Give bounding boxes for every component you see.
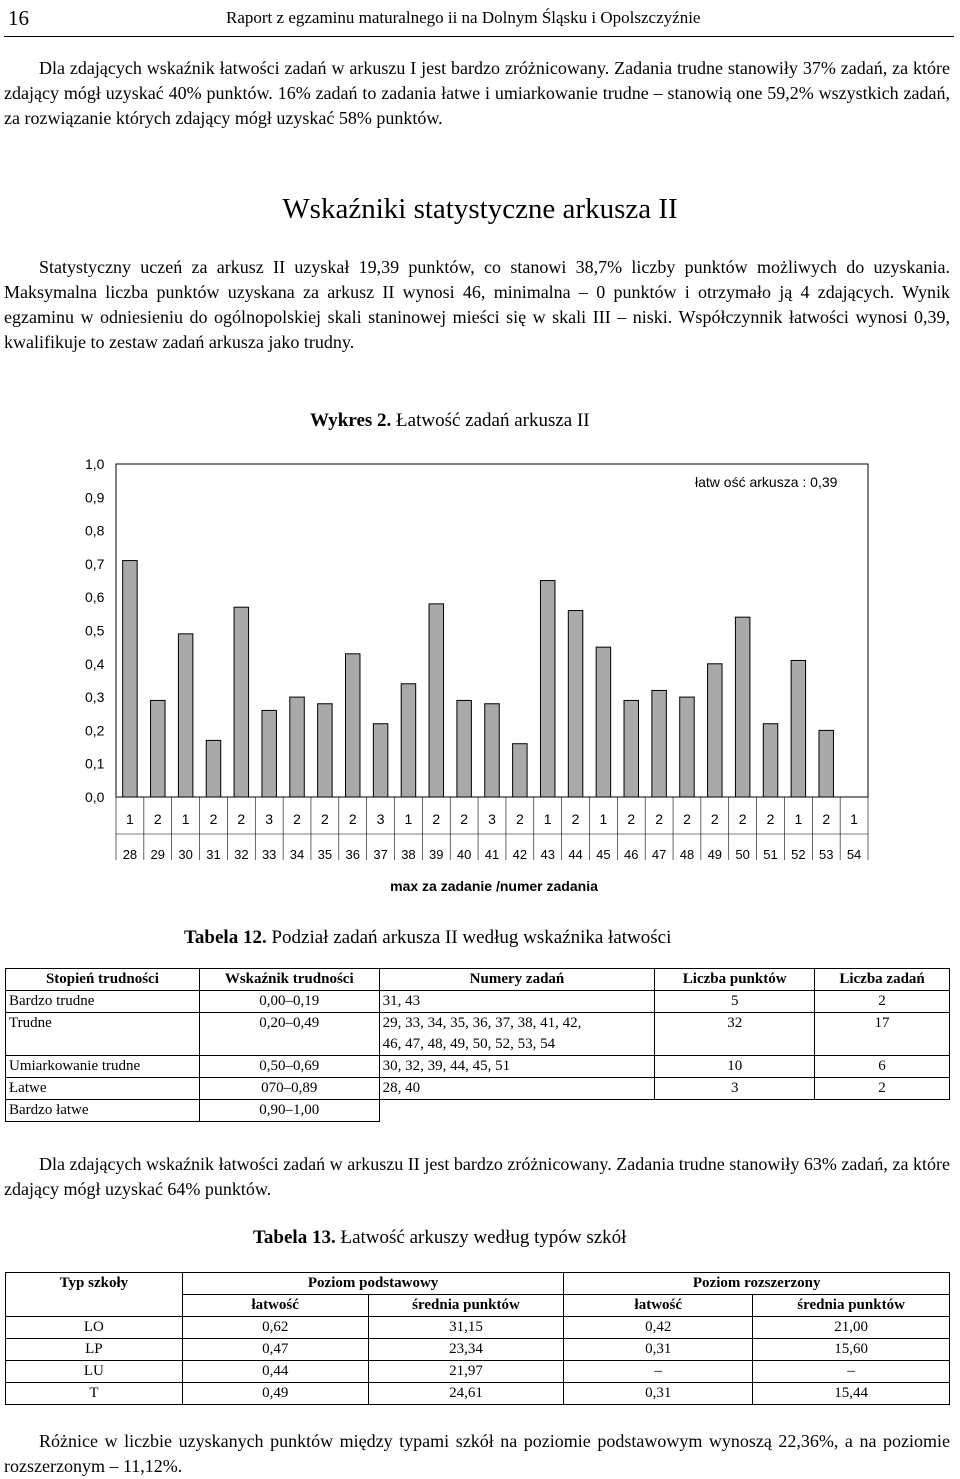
chart-bar — [178, 634, 192, 797]
table12-header: Wskaźnik trudności — [199, 969, 379, 991]
chart-max-points-label: 2 — [738, 811, 747, 827]
chart-max-points-label: 3 — [376, 811, 385, 827]
chart-caption — [310, 410, 590, 432]
table-row — [6, 1056, 950, 1078]
section-title: Wskaźniki statystyczne arkusza II — [282, 193, 678, 225]
chart-max-points-label: 2 — [209, 811, 218, 827]
table-cell — [655, 1100, 815, 1122]
chart-y-tick-label: 0,0 — [85, 789, 105, 805]
running-title: Raport z egzaminu maturalnego ii na Dolnym Śląsku i Opolszczyźnie — [226, 8, 701, 27]
table-row — [6, 1339, 950, 1361]
chart-max-points-label: 1 — [126, 811, 134, 827]
chart-bar — [457, 700, 471, 797]
table13-header: Poziom rozszerzony — [564, 1273, 950, 1295]
chart-annotation: łatw ość arkusza : 0,39 — [695, 474, 838, 490]
chart-task-number-label: 44 — [568, 847, 583, 862]
table-cell: LU — [6, 1361, 183, 1383]
chart-bar — [262, 710, 276, 797]
chart-task-number-label: 35 — [317, 847, 333, 862]
chart-max-points-label: 2 — [293, 811, 301, 827]
chart-y-tick-label: 0,3 — [85, 689, 105, 706]
paragraph-school-differences: Różnice w liczbie uzyskanych punktów między typami szkół na poziomie podstawowym wynoszą 22,36%, a na poziomie rozszerzonym – 11,12%. — [4, 1431, 950, 1476]
chart-bar — [680, 697, 694, 797]
chart-bar — [234, 607, 248, 797]
chart-bar — [290, 697, 304, 797]
table12-header: Liczba punktów — [655, 969, 815, 991]
table-cell: 0,31 — [564, 1383, 753, 1405]
chart-bar — [485, 704, 499, 797]
chart-task-number-label: 53 — [818, 847, 834, 862]
table-row — [6, 1317, 950, 1339]
chart-max-points-label: 2 — [571, 811, 580, 827]
table-cell: – — [753, 1361, 950, 1383]
table-cell: 0,31 — [564, 1339, 753, 1361]
table12-caption-label: Tabela 12. — [184, 927, 267, 948]
chart-y-tick-label: 0,8 — [85, 522, 105, 539]
chart-task-number-label: 52 — [791, 847, 806, 862]
table-cell — [815, 1100, 950, 1122]
chart-bars — [123, 561, 834, 797]
table-cell: 0,00–0,19 — [199, 991, 379, 1013]
chart-task-number-label: 34 — [289, 847, 305, 862]
chart-max-points-label: 1 — [404, 811, 413, 827]
chart-task-number-label: 32 — [234, 847, 249, 862]
chart-task-number-label: 46 — [624, 847, 639, 862]
chart-bar — [206, 740, 220, 797]
table13 — [5, 1272, 950, 1405]
chart-bar — [429, 604, 443, 797]
chart-max-points-label: 2 — [320, 811, 329, 827]
chart-task-number-label: 36 — [345, 847, 360, 862]
chart-caption-label: Wykres 2. — [310, 410, 392, 431]
table-cell: 0,42 — [564, 1317, 753, 1339]
chart-x-labels — [123, 811, 862, 862]
chart-max-points-label: 1 — [599, 811, 608, 827]
table13-subheader: łatwość — [182, 1295, 368, 1317]
table12-caption-text: Podział zadań arkusza II według wskaźnika łatwości — [271, 927, 672, 948]
table-cell: 10 — [655, 1056, 815, 1078]
chart-y-ticks — [85, 456, 105, 805]
page-header — [4, 2, 954, 37]
chart-bar — [624, 700, 638, 797]
table-row — [6, 1013, 950, 1056]
chart-bar — [763, 724, 777, 797]
chart-task-number-label: 41 — [484, 847, 500, 862]
chart-max-points-label: 2 — [710, 811, 719, 827]
table-cell: 31,15 — [368, 1317, 564, 1339]
table-cell: Łatwe — [6, 1078, 200, 1100]
chart-max-points-label: 1 — [850, 811, 858, 827]
chart-max-points-label: 2 — [460, 811, 469, 827]
table-cell: 2 — [815, 991, 950, 1013]
chart-task-number-label: 38 — [401, 847, 416, 862]
chart-bar — [652, 690, 666, 797]
table-cell — [379, 1100, 655, 1122]
table-cell: 070–0,89 — [199, 1078, 379, 1100]
table13-header: Poziom podstawowy — [182, 1273, 564, 1295]
table12-caption — [184, 927, 671, 949]
chart-x-axis-title: max za zadanie /numer zadania — [390, 878, 598, 894]
chart-task-number-label: 39 — [429, 847, 444, 862]
task-line: 46, 47, 48, 49, 50, 52, 53, 54 — [382, 1036, 556, 1052]
table-cell: 3 — [655, 1078, 815, 1100]
table12-header: Liczba zadań — [815, 969, 950, 991]
chart-y-tick-label: 0,5 — [85, 622, 105, 639]
table-cell: 24,61 — [368, 1383, 564, 1405]
chart-bar — [401, 684, 415, 797]
chart-bar — [568, 611, 582, 797]
chart-bar — [540, 581, 554, 797]
table-cell: 0,49 — [182, 1383, 368, 1405]
chart-bar — [708, 664, 722, 797]
table-cell: 23,34 — [368, 1339, 564, 1361]
chart-max-points-label: 1 — [543, 811, 552, 827]
chart-task-number-label: 50 — [735, 847, 750, 862]
table13-header: Typ szkoły — [6, 1273, 183, 1317]
paragraph-sheet-one: Dla zdających wskaźnik łatwości zadań w arkuszu I jest bardzo zróżnicowany. Zadania trudne stanowiły 37% zadań, za które zdający mógł uzyskać 40% punktów. 16% zadań to zadania łatwe i umiarkowanie trudne – stanowią one 59,2% wszystkich zadań, za rozwiązanie których zdający mógł uzyskać 58% punktów. — [4, 58, 950, 128]
table13-subheader: średnia punktów — [368, 1295, 564, 1317]
chart-bar — [791, 660, 805, 797]
paragraph-sheet-two-summary: Dla zdających wskaźnik łatwości zadań w arkuszu II jest bardzo zróżnicowany. Zadania trudne stanowiły 63% zadań, za które zdający mógł uzyskać 64% punktów. — [4, 1154, 950, 1199]
chart-max-points-label: 3 — [265, 811, 274, 827]
chart-max-points-label: 2 — [683, 811, 691, 827]
table-cell: Trudne — [6, 1013, 200, 1056]
chart-max-points-label: 2 — [627, 811, 636, 827]
table-cell: 28, 40 — [379, 1078, 655, 1100]
table13-caption-label: Tabela 13. — [253, 1227, 336, 1248]
chart-axes — [116, 464, 868, 860]
table-cell: 2 — [815, 1078, 950, 1100]
table-cell: 15,60 — [753, 1339, 950, 1361]
table-cell: 32 — [655, 1013, 815, 1056]
chart-max-points-label: 2 — [432, 811, 441, 827]
chart-task-number-label: 31 — [206, 847, 221, 862]
chart-bar — [735, 617, 749, 797]
chart-task-number-label: 29 — [150, 847, 166, 862]
table12 — [5, 968, 950, 1122]
table-cell: Bardzo trudne — [6, 991, 200, 1013]
chart-task-number-label: 30 — [178, 847, 193, 862]
chart-task-number-label: 28 — [122, 847, 138, 862]
table-cell — [379, 1013, 655, 1056]
page-number: 16 — [8, 6, 29, 30]
chart-task-number-label: 42 — [512, 847, 528, 862]
chart-max-points-label: 1 — [794, 811, 803, 827]
chart-max-points-label: 2 — [153, 811, 162, 827]
chart-max-points-label: 3 — [488, 811, 496, 827]
table-row — [6, 1078, 950, 1100]
chart-max-points-label: 2 — [655, 811, 664, 827]
paragraph-sheet-two-stats: Statystyczny uczeń za arkusz II uzyskał 19,39 punktów, co stanowi 38,7% liczby punktów możliwych do uzyskania. Maksymalna liczba punktów uzyskana za arkusz II wynosi 46, minimalna – 0 punktów i otrzymało ją 4 zdających. Wynik egzaminu w odniesieniu do ogólnopolskiej skali staninowej mieści się w skali III – niski. Współczynnik łatwości wynosi 0,39, kwalifikuje to zestaw zadań arkusza jako trudny. — [4, 257, 950, 352]
chart-task-number-label: 47 — [651, 847, 667, 862]
table-cell: Bardzo łatwe — [6, 1100, 200, 1122]
chart-task-number-label: 43 — [540, 847, 555, 862]
chart-caption-text: Łatwość zadań arkusza II — [396, 410, 590, 431]
table-cell: LO — [6, 1317, 183, 1339]
table-row — [6, 1361, 950, 1383]
task-line: 29, 33, 34, 35, 36, 37, 38, 41, 42, — [382, 1015, 582, 1031]
chart-task-number-label: 40 — [456, 847, 472, 862]
table-cell: 0,44 — [182, 1361, 368, 1383]
chart-task-number-label: 33 — [261, 847, 277, 862]
chart-y-tick-label: 0,4 — [85, 655, 105, 672]
chart-y-tick-label: 0,1 — [85, 755, 105, 772]
table-cell: 0,20–0,49 — [199, 1013, 379, 1056]
chart-max-points-label: 2 — [822, 811, 831, 827]
table-cell: 21,97 — [368, 1361, 564, 1383]
chart-bar — [596, 647, 610, 797]
table-row — [6, 1100, 950, 1122]
table-cell: 21,00 — [753, 1317, 950, 1339]
chart-max-points-label: 2 — [515, 811, 524, 827]
table13-caption — [253, 1227, 626, 1249]
table13-caption-text: Łatwość arkuszy według typów szkół — [340, 1227, 627, 1248]
chart-bar — [123, 561, 137, 797]
chart-bar — [373, 724, 387, 797]
chart-task-number-label: 54 — [846, 847, 862, 862]
chart-task-number-label: 37 — [373, 847, 388, 862]
table-cell: 30, 32, 39, 44, 45, 51 — [379, 1056, 655, 1078]
chart-y-tick-label: 0,6 — [85, 589, 105, 606]
chart-max-points-label: 1 — [181, 811, 190, 827]
chart-y-tick-label: 0,7 — [85, 555, 105, 572]
table13-subheader: średnia punktów — [753, 1295, 950, 1317]
chart-y-tick-label: 0,9 — [85, 489, 105, 506]
chart-y-tick-label: 0,2 — [85, 722, 105, 739]
table-cell: LP — [6, 1339, 183, 1361]
table-row — [6, 1383, 950, 1405]
table-cell: 0,50–0,69 — [199, 1056, 379, 1078]
table13-subheader: łatwość — [564, 1295, 753, 1317]
difficulty-bar-chart — [0, 440, 960, 900]
chart-max-points-label: 2 — [766, 811, 775, 827]
table-cell: T — [6, 1383, 183, 1405]
chart-bar — [345, 654, 359, 797]
table-cell: 15,44 — [753, 1383, 950, 1405]
table-cell: 6 — [815, 1056, 950, 1078]
table-cell: 0,62 — [182, 1317, 368, 1339]
chart-max-points-label: 2 — [237, 811, 246, 827]
chart-bar — [513, 744, 527, 797]
chart-task-number-label: 45 — [596, 847, 611, 862]
chart-task-number-label: 48 — [679, 847, 695, 862]
chart-max-points-label: 2 — [348, 811, 357, 827]
table-cell: 0,47 — [182, 1339, 368, 1361]
table-row — [6, 991, 950, 1013]
chart-task-number-label: 51 — [763, 847, 778, 862]
chart-bar — [318, 704, 332, 797]
chart-bar — [151, 700, 165, 797]
table-cell: 17 — [815, 1013, 950, 1056]
chart-y-tick-label: 1,0 — [85, 456, 105, 472]
table12-header: Stopień trudności — [6, 969, 200, 991]
table-cell: – — [564, 1361, 753, 1383]
table-cell: 5 — [655, 991, 815, 1013]
table-cell: Umiarkowanie trudne — [6, 1056, 200, 1078]
chart-bar — [819, 730, 833, 797]
chart-task-number-label: 49 — [707, 847, 723, 862]
table12-header: Numery zadań — [379, 969, 655, 991]
table-cell: 0,90–1,00 — [199, 1100, 379, 1122]
table-cell: 31, 43 — [379, 991, 655, 1013]
